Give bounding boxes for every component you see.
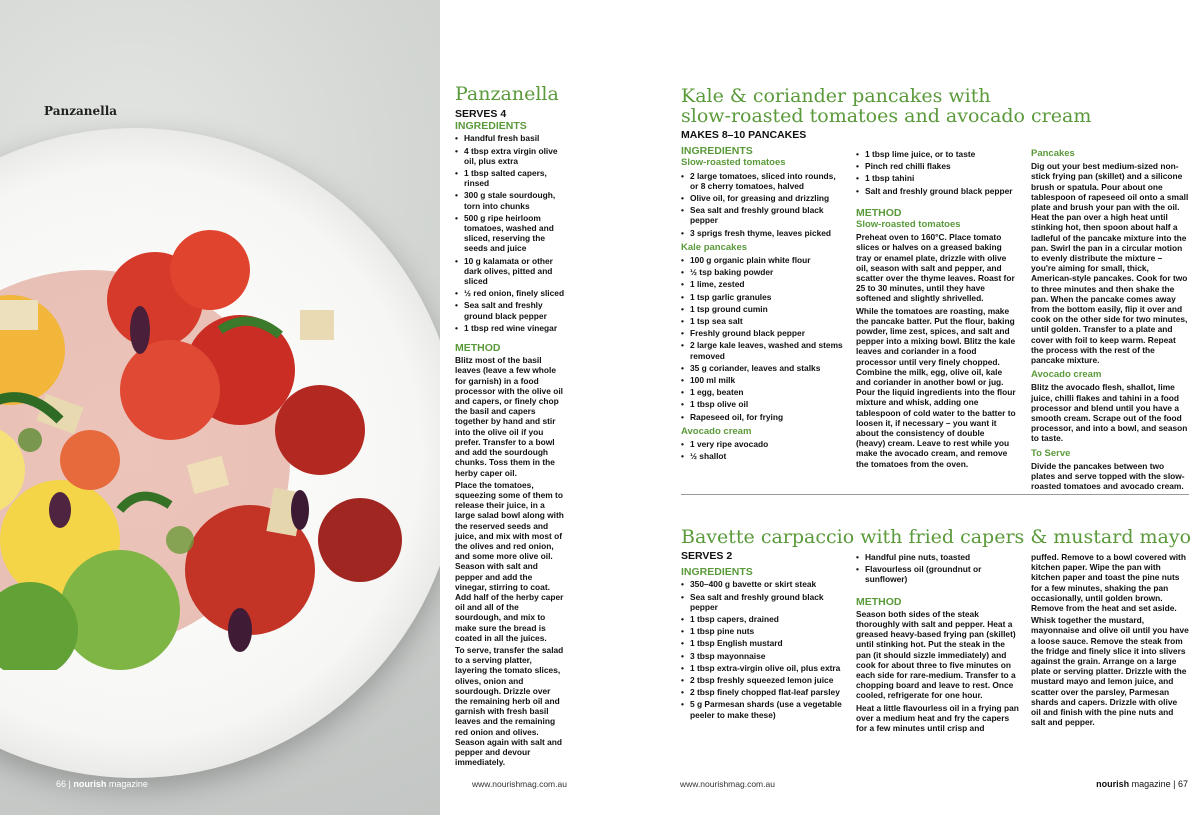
kale-method-sub-serve: To Serve	[1031, 447, 1071, 459]
ingredient-item: • 1 tsp ground cumin	[681, 304, 846, 314]
ingredient-item: • Salt and freshly ground black pepper	[856, 186, 1016, 196]
kale-method-heading: METHOD	[856, 206, 902, 219]
ingredient-item: • 1 tbsp lime juice, or to taste	[856, 149, 1016, 159]
ingredient-item: • Olive oil, for greasing and drizzling	[681, 193, 846, 203]
kale-tomatoes-list	[681, 171, 846, 238]
method-paragraph: To serve, transfer the salad to a serving platter, layering the tomato slices, olives, onion and sourdough. Drizzle over the remaining herb oil and garnish with fresh basil leaves and the remaining red onion and olives. Season again with salt and pepper and devour immediately.	[455, 644, 564, 768]
brand-rest-right: magazine	[1131, 779, 1171, 789]
panzanella-serves: SERVES 4	[455, 108, 507, 120]
ingredient-item: • 100 g organic plain white flour	[681, 255, 846, 265]
kale-method-serve: Divide the pancakes between two plates and serve topped with the slow-roasted tomatoes and avocado cream.	[1031, 460, 1185, 492]
folio-left: 66 | nourish magazine	[56, 779, 148, 789]
ingredient-item: • 1 tsp garlic granules	[681, 292, 846, 302]
kale-method-sub-pancakes: Pancakes	[1031, 148, 1075, 159]
method-paragraph: While the tomatoes are roasting, make the pancake batter. Put the flour, baking powder, lime zest, spices, and salt and pepper into a mixing bowl. Blitz the kale leaves and coriander in a food processor until very finely chopped. Combine the milk, egg, olive oil, kale and coriander in another bowl or jug. Pour the liquid ingredients into the flour mixture and whisk, adding one tablespoon of cold water to the batter to loosen it, if necessary – you want it about the consistency of double (heavy) cream. Leave to rest while you make the avocado cream, and remove the tomatoes from the oven.	[856, 305, 1016, 469]
ingredient-item: • Freshly ground black pepper	[681, 328, 846, 338]
brand-rest-left: magazine	[108, 779, 148, 789]
kale-title-line2: slow-roasted tomatoes and avocado cream	[681, 105, 1092, 127]
kale-avocado-list-cont	[856, 149, 1016, 196]
ingredient-item: • ½ red onion, finely sliced	[455, 288, 565, 298]
url-left[interactable]: www.nourishmag.com.au	[472, 779, 567, 789]
ingredient-item: • 2 tbsp finely chopped flat-leaf parsley	[681, 687, 846, 697]
kale-sub-pancakes: Kale pancakes	[681, 241, 748, 253]
panzanella-method-heading: METHOD	[455, 342, 501, 355]
kale-makes: MAKES 8–10 PANCAKES	[681, 129, 807, 141]
kale-sub-tomatoes: Slow-roasted tomatoes	[681, 157, 786, 169]
panzanella-ingredients	[455, 133, 565, 333]
brand-bold-right: nourish	[1096, 779, 1130, 789]
ingredient-item: • 2 tbsp freshly squeezed lemon juice	[681, 675, 846, 685]
bavette-title: Bavette carpaccio with fried capers & mustard mayo	[681, 526, 1192, 548]
photo-caption: Panzanella	[44, 104, 118, 118]
url-right[interactable]: www.nourishmag.com.au	[680, 779, 775, 789]
bavette-ingredients-heading: INGREDIENTS	[681, 566, 753, 579]
ingredient-item: • 1 tbsp salted capers, rinsed	[455, 168, 565, 188]
method-paragraph: Blitz most of the basil leaves (leave a few whole for garnish) in a food processor with the olive oil and capers, or finely chop the basil and capers together by hand and stir into the olive oil if you prefer. Transfer to a bowl and add the sourdough chunks. Toss them in the herby caper oil.	[455, 355, 563, 478]
bavette-method-b	[1031, 552, 1189, 727]
panzanella-column	[455, 109, 565, 769]
method-paragraph: Place the tomatoes, squeezing some of them to release their juice, in a large salad bowl along with the reserved seeds and juice, and mix with most of the olives and red onion, and some more olive oil. Season with salt and pepper and add the vinegar, stirring to coat. Add half of the herby caper oil and all of the sourdough, and mix to make sure the bread is coated in all the juices.	[455, 479, 564, 643]
kale-method-tomatoes	[856, 232, 1016, 469]
ingredient-item: • 4 tbsp extra virgin olive oil, plus extra	[455, 146, 565, 166]
kale-title-line1: Kale & coriander pancakes with	[681, 85, 991, 107]
method-paragraph: Whisk together the mustard, mayonnaise and olive oil until you have a loose sauce. Remove the steak from the fridge and finely slice it into slivers against the grain. Arrange on a large plate or serving platter. Drizzle with the mustard mayo and lemon juice, and scatter over the parsley, Parmesan shards and capers. Drizzle with olive oil and finish with the pine nuts and salt and pepper.	[1031, 615, 1189, 728]
ingredient-item: • 100 ml milk	[681, 375, 846, 385]
bavette-column-1	[681, 551, 846, 724]
ingredient-item: • 1 tsp sea salt	[681, 316, 846, 326]
ingredient-item: • Pinch red chilli flakes	[856, 161, 1016, 171]
kale-method-pancakes: Dig out your best medium-sized non-stick frying pan (skillet) and a silicone brush or spatula. Pour about one tablespoon of rapeseed oil onto a small plate and brush your pan with the oil. Heat the pan over a high heat until stinking hot, then spoon about half a ladleful of the pancake mixture into the pan. Swirl the pan in a circular motion to evenly distribute the mixture – you're aiming for small, thick, American-style pancakes. Cook for two to three minutes and then shake the pan. When the pancake comes away from the bottom easily, flip it over and cook on the other side for two minutes, until golden. Transfer to a plate and cover with foil to keep warm. Repeat the process with the rest of the pancake mixture.	[1031, 161, 1189, 366]
page-number-left: 66	[56, 779, 67, 789]
ingredient-item: • 350–400 g bavette or skirt steak	[681, 579, 846, 589]
ingredient-item: • 2 large kale leaves, washed and stems removed	[681, 340, 846, 360]
ingredient-item: • Handful pine nuts, toasted	[856, 552, 1021, 562]
kale-method-sub-tomatoes: Slow-roasted tomatoes	[856, 219, 961, 231]
ingredient-item: • 1 very ripe avocado	[681, 439, 846, 449]
ingredient-item: • 2 large tomatoes, sliced into rounds, or 8 cherry tomatoes, halved	[681, 171, 846, 191]
ingredient-item: • 5 g Parmesan shards (use a vegetable peeler to make these)	[681, 699, 846, 719]
ingredient-item: • 3 sprigs fresh thyme, leaves picked	[681, 228, 846, 238]
bavette-method-heading: METHOD	[856, 595, 902, 608]
ingredient-item: • 3 tbsp mayonnaise	[681, 651, 846, 661]
kale-pancakes-list	[681, 255, 846, 422]
method-paragraph: puffed. Remove to a bowl covered with kitchen paper. Wipe the pan with kitchen paper and toast the pine nuts for a few minutes, shaking the pan occasionally, until golden brown. Remove from the heat and set aside.	[1031, 552, 1186, 614]
ingredient-item: • Rapeseed oil, for frying	[681, 412, 846, 422]
ingredient-item: • 1 tbsp olive oil	[681, 399, 846, 409]
method-paragraph: Heat a little flavourless oil in a frying pan over a medium heat and fry the capers for a few minutes until crisp and	[856, 702, 1019, 734]
bavette-column-3	[1031, 552, 1189, 729]
panzanella-ingredients-heading: INGREDIENTS	[455, 120, 527, 133]
panzanella-method	[455, 355, 565, 767]
ingredient-item: • 10 g kalamata or other dark olives, pitted and sliced	[455, 256, 565, 287]
ingredient-item: • 1 tbsp extra-virgin olive oil, plus extra	[681, 663, 846, 673]
ingredient-item: • 300 g stale sourdough, torn into chunks	[455, 190, 565, 210]
page-number-right: 67	[1177, 779, 1188, 789]
brand-bold-left: nourish	[73, 779, 107, 789]
bavette-method-a	[856, 609, 1021, 733]
ingredient-item: • 1 tbsp English mustard	[681, 638, 846, 648]
bavette-ingredients	[681, 579, 846, 719]
kale-avocado-list	[681, 439, 846, 461]
ingredient-item: • 1 tbsp capers, drained	[681, 614, 846, 624]
ingredient-item: • Handful fresh basil	[455, 133, 565, 143]
method-paragraph: Preheat oven to 160°C. Place tomato slices or halves on a greased baking tray or enamel plate, drizzle with olive oil, season with salt and pepper, and scatter over the thyme leaves. Roast for 25 to 30 minutes, until they have softened and slightly shrivelled.	[856, 232, 1015, 304]
kale-column-1	[681, 130, 846, 465]
kale-title	[681, 86, 1091, 126]
ingredient-item: • 1 tbsp red wine vinegar	[455, 323, 565, 333]
ingredient-item: • 1 egg, beaten	[681, 387, 846, 397]
bavette-serves: SERVES 2	[681, 550, 733, 562]
ingredient-item: • 500 g ripe heirloom tomatoes, washed and sliced, reserving the seeds and juice	[455, 213, 565, 254]
kale-column-3	[1031, 149, 1189, 494]
salad-photo	[0, 0, 440, 815]
kale-method-avocado: Blitz the avocado flesh, shallot, lime juice, chilli flakes and tahini in a food processor and blend until you have a smooth cream. Scrape out of the food processor, and into a bowl, and season to taste.	[1031, 382, 1188, 444]
kale-method-sub-avocado: Avocado cream	[1031, 369, 1102, 381]
ingredient-item: • 1 lime, zested	[681, 279, 846, 289]
ingredient-item: • ½ shallot	[681, 451, 846, 461]
bavette-column-2	[856, 552, 1021, 735]
ingredient-item: • Sea salt and freshly ground black pepper	[455, 300, 565, 320]
panzanella-title: Panzanella	[455, 83, 559, 105]
ingredient-item: • Flavourless oil (groundnut or sunflower)	[856, 564, 1021, 584]
kale-ingredients-heading: INGREDIENTS	[681, 145, 753, 158]
ingredient-item: • ½ tsp baking powder	[681, 267, 846, 277]
ingredient-item: • 1 tbsp tahini	[856, 173, 1016, 183]
kale-column-2	[856, 149, 1016, 471]
bavette-ingredients-cont	[856, 552, 1021, 585]
ingredient-item: • Sea salt and freshly ground black pepper	[681, 205, 846, 225]
kale-sub-avocado: Avocado cream	[681, 425, 752, 437]
salad-illustration	[0, 210, 440, 670]
ingredient-item: • Sea salt and freshly ground black pepper	[681, 592, 846, 612]
method-paragraph: Season both sides of the steak thoroughly with salt and pepper. Heat a greased heavy-based frying pan (skillet) until stinking hot. Put the steak in the pan (it should sizzle immediately) and cook for about three to five minutes on each side for rare-medium. Transfer to a chopping board and leave to rest. Once cooled, refrigerate for one hour.	[856, 608, 1016, 701]
ingredient-item: • 1 tbsp pine nuts	[681, 626, 846, 636]
folio-right: nourish magazine | 67	[1096, 779, 1188, 789]
section-divider	[681, 494, 1189, 495]
ingredient-item: • 35 g coriander, leaves and stalks	[681, 363, 846, 373]
